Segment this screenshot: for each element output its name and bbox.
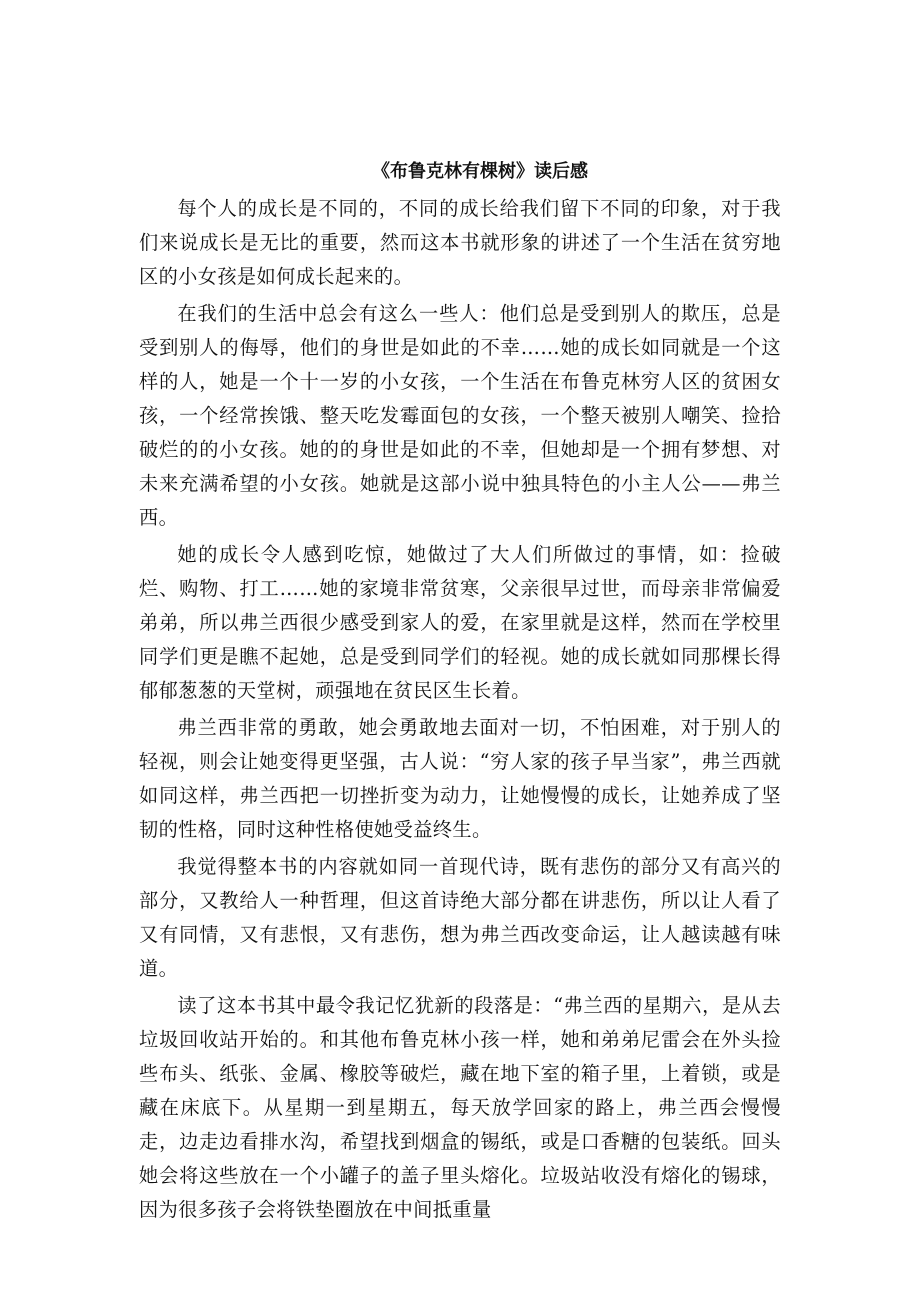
paragraph: 她的成长令人感到吃惊，她做过了大人们所做过的事情，如：捡破烂、购物、打工……她的家境非常贫寒，父亲很早过世，而母亲非常偏爱弟弟，所以弗兰西很少感受到家人的爱，在家里就是这样，然而在学校里同学们更是瞧不起她，总是受到同学们的轻视。她的成长就如同那棵长得郁郁葱葱的天堂树，顽强地在贫民区生长着。 <box>139 543 781 702</box>
paragraph: 读了这本书其中最令我记忆犹新的段落是：“弗兰西的星期六，是从去垃圾回收站开始的。和其他布鲁克林小孩一样，她和弟弟尼雷会在外头捡些布头、纸张、金属、橡胶等破烂，藏在地下室的箱子里，上着锁，或是藏在床底下。从星期一到星期五，每天放学回家的路上，弗兰西会慢慢走，边走边看排水沟，希望找到烟盒的锡纸，或是口香糖的包装纸。回头她会将这些放在一个小罐子的盖子里头熔化。垃圾站收没有熔化的锡球，因为很多孩子会将铁垫圈放在中间抵重量 <box>139 994 781 1221</box>
document-title: 《布鲁克林有棵树》读后感 <box>372 161 588 182</box>
paragraph: 每个人的成长是不同的，不同的成长给我们留下不同的印象，对于我们来说成长是无比的重要，然而这本书就形象的讲述了一个生活在贫穷地区的小女孩是如何成长起来的。 <box>139 197 781 288</box>
paragraph: 我觉得整本书的内容就如同一首现代诗，既有悲伤的部分又有高兴的部分，又教给人一种哲理，但这首诗绝大部分都在讲悲伤，所以让人看了又有同情，又有悲恨，又有悲伤，想为弗兰西改变命运，让人越读越有味道。 <box>139 855 781 980</box>
paragraph: 在我们的生活中总会有这么一些人：他们总是受到别人的欺压，总是受到别人的侮辱，他们的身世是如此的不幸……她的成长如同就是一个这样的人，她是一个十一岁的小女孩，一个生活在布鲁克林穷人区的贫困女孩，一个经常挨饿、整天吃发霉面包的女孩，一个整天被别人嘲笑、捡拾破烂的的小女孩。她的的身世是如此的不幸，但她却是一个拥有梦想、对未来充满希望的小女孩。她就是这部小说中独具特色的小主人公——弗兰西。 <box>139 302 781 529</box>
paragraph: 弗兰西非常的勇敢，她会勇敢地去面对一切，不怕困难，对于别人的轻视，则会让她变得更坚强，古人说：“穷人家的孩子早当家”，弗兰西就如同这样，弗兰西把一切挫折变为动力，让她慢慢的成长，让她养成了坚韧的性格，同时这种性格使她受益终生。 <box>139 716 781 841</box>
document-page <box>139 160 781 1230</box>
